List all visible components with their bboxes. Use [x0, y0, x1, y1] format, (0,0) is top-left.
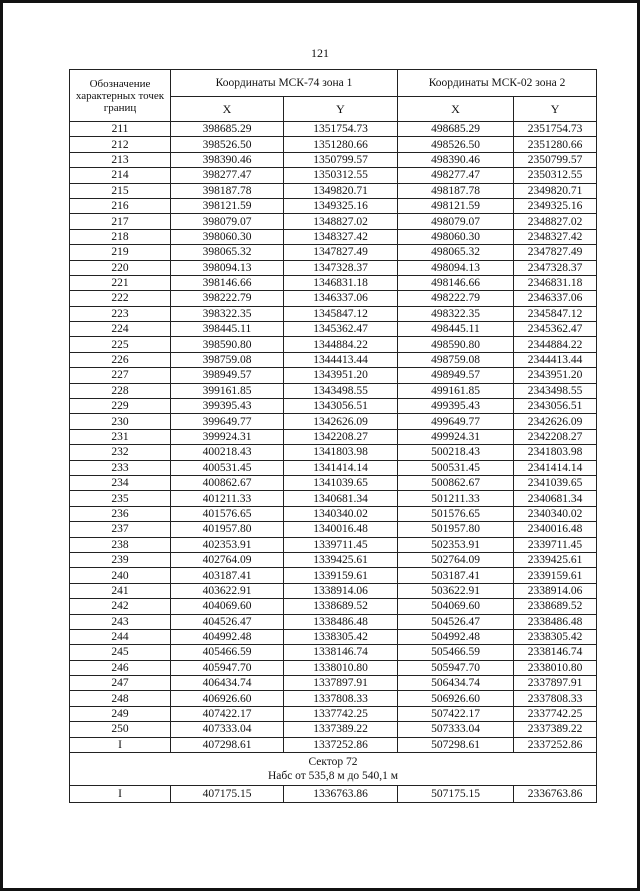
point-id-cell: 242 [70, 599, 171, 614]
msk02-y-cell: 2348327.42 [514, 229, 597, 244]
point-id-cell: 211 [70, 122, 171, 137]
msk74-x-cell: 399924.31 [171, 429, 284, 444]
msk02-y-cell: 2338146.74 [514, 645, 597, 660]
msk74-x-cell: 406434.74 [171, 676, 284, 691]
table-row [70, 568, 597, 583]
table-row [70, 383, 597, 398]
table-row [70, 183, 597, 198]
msk74-x-cell: 398060.30 [171, 229, 284, 244]
msk74-x-cell: 400862.67 [171, 475, 284, 490]
header-msk74-y: Y [284, 97, 398, 122]
msk02-y-cell: 2339159.61 [514, 568, 597, 583]
msk74-x-cell: 405466.59 [171, 645, 284, 660]
msk02-y-cell: 2347328.37 [514, 260, 597, 275]
msk02-y-cell: 2341414.14 [514, 460, 597, 475]
msk02-y-cell: 2351754.73 [514, 122, 597, 137]
msk74-x-cell: 399161.85 [171, 383, 284, 398]
table-row [70, 429, 597, 444]
table-body [70, 122, 597, 753]
table-row [70, 306, 597, 321]
header-msk02-y: Y [514, 97, 597, 122]
msk02-x-cell: 498187.78 [398, 183, 514, 198]
msk02-x-cell: 501576.65 [398, 506, 514, 521]
sector-row [70, 753, 597, 786]
page-number: 121 [311, 46, 329, 60]
point-id-cell: 237 [70, 522, 171, 537]
point-id-cell: 216 [70, 198, 171, 213]
msk02-x-cell: 498949.57 [398, 368, 514, 383]
msk02-y-cell: 2338486.48 [514, 614, 597, 629]
table-row [70, 260, 597, 275]
table-row [70, 706, 597, 721]
point-id-cell: 243 [70, 614, 171, 629]
table-row [70, 275, 597, 290]
msk02-x-cell: 498590.80 [398, 337, 514, 352]
msk74-x-cell: 398065.32 [171, 245, 284, 260]
table-row [70, 399, 597, 414]
point-id-cell: 246 [70, 660, 171, 675]
msk74-x-cell: 398094.13 [171, 260, 284, 275]
point-id-cell: 249 [70, 706, 171, 721]
msk74-y-cell: 1338010.80 [284, 660, 398, 675]
table-row [70, 522, 597, 537]
table-row [70, 152, 597, 167]
point-id-cell: 248 [70, 691, 171, 706]
msk02-y-cell: 2343056.51 [514, 399, 597, 414]
point-id-cell: 218 [70, 229, 171, 244]
msk74-y-cell: 1346831.18 [284, 275, 398, 290]
point-id-cell: I [70, 786, 171, 803]
msk74-y-cell: 1349820.71 [284, 183, 398, 198]
point-id-cell: 213 [70, 152, 171, 167]
msk74-x-cell: 398390.46 [171, 152, 284, 167]
table-row [70, 552, 597, 567]
msk74-y-cell: 1339425.61 [284, 552, 398, 567]
table-row [70, 475, 597, 490]
msk74-x-cell: 402353.91 [171, 537, 284, 552]
msk02-y-cell: 2345847.12 [514, 306, 597, 321]
msk02-x-cell: 504069.60 [398, 599, 514, 614]
msk02-x-cell: 503622.91 [398, 583, 514, 598]
table-row [70, 352, 597, 367]
msk74-x-cell: 401957.80 [171, 522, 284, 537]
msk02-x-cell: 498445.11 [398, 322, 514, 337]
msk02-y-cell: 2340016.48 [514, 522, 597, 537]
point-id-cell: 244 [70, 629, 171, 644]
msk74-y-cell: 1347827.49 [284, 245, 398, 260]
coordinates-table [69, 69, 597, 803]
table-row [70, 537, 597, 552]
msk74-y-cell: 1337808.33 [284, 691, 398, 706]
header-msk02: Координаты МСК-02 зона 2 [398, 70, 597, 97]
msk02-x-cell: 499924.31 [398, 429, 514, 444]
point-id-cell: 231 [70, 429, 171, 444]
msk02-x-cell: 506926.60 [398, 691, 514, 706]
table-row [70, 786, 597, 803]
msk74-y-cell: 1345362.47 [284, 322, 398, 337]
msk74-y-cell: 1346337.06 [284, 291, 398, 306]
scan-border-left [0, 0, 3, 891]
point-id-cell: 226 [70, 352, 171, 367]
msk02-x-cell: 498079.07 [398, 214, 514, 229]
msk02-y-cell: 2350799.57 [514, 152, 597, 167]
table-row [70, 414, 597, 429]
point-id-cell: 217 [70, 214, 171, 229]
msk02-x-cell: 498121.59 [398, 198, 514, 213]
msk74-y-cell: 1337742.25 [284, 706, 398, 721]
msk74-y-cell: 1338486.48 [284, 614, 398, 629]
msk02-x-cell: 499395.43 [398, 399, 514, 414]
msk74-y-cell: 1340016.48 [284, 522, 398, 537]
point-id-cell: 222 [70, 291, 171, 306]
msk02-x-cell: 498390.46 [398, 152, 514, 167]
msk02-x-cell: 504526.47 [398, 614, 514, 629]
point-id-cell: 230 [70, 414, 171, 429]
scan-border-top [0, 0, 640, 3]
msk74-y-cell: 1351754.73 [284, 122, 398, 137]
point-id-cell: 245 [70, 645, 171, 660]
msk74-y-cell: 1342626.09 [284, 414, 398, 429]
table-row [70, 491, 597, 506]
msk74-x-cell: 398146.66 [171, 275, 284, 290]
msk74-x-cell: 398277.47 [171, 168, 284, 183]
msk02-x-cell: 498065.32 [398, 245, 514, 260]
msk02-x-cell: 505466.59 [398, 645, 514, 660]
msk02-x-cell: 506434.74 [398, 676, 514, 691]
msk74-y-cell: 1344413.44 [284, 352, 398, 367]
msk02-y-cell: 2351280.66 [514, 137, 597, 152]
sector-subtitle: Набс от 535,8 м до 540,1 м [267, 770, 399, 783]
msk02-y-cell: 2349325.16 [514, 198, 597, 213]
point-id-cell: 220 [70, 260, 171, 275]
msk74-y-cell: 1348327.42 [284, 229, 398, 244]
msk02-y-cell: 2337897.91 [514, 676, 597, 691]
msk02-x-cell: 507175.15 [398, 786, 514, 803]
msk74-x-cell: 407333.04 [171, 722, 284, 737]
msk74-y-cell: 1337897.91 [284, 676, 398, 691]
msk74-y-cell: 1339159.61 [284, 568, 398, 583]
msk02-y-cell: 2342626.09 [514, 414, 597, 429]
point-id-cell: 214 [70, 168, 171, 183]
msk74-x-cell: 398685.29 [171, 122, 284, 137]
table-row [70, 137, 597, 152]
table-row [70, 445, 597, 460]
msk02-y-cell: 2344413.44 [514, 352, 597, 367]
msk02-y-cell: 2342208.27 [514, 429, 597, 444]
msk74-x-cell: 403187.41 [171, 568, 284, 583]
point-id-cell: 235 [70, 491, 171, 506]
msk74-y-cell: 1341414.14 [284, 460, 398, 475]
msk74-x-cell: 404069.60 [171, 599, 284, 614]
table-row [70, 660, 597, 675]
sector-table-body [70, 786, 597, 803]
point-id-cell: 221 [70, 275, 171, 290]
point-id-cell: 229 [70, 399, 171, 414]
table-row [70, 168, 597, 183]
msk02-x-cell: 499649.77 [398, 414, 514, 429]
msk02-x-cell: 505947.70 [398, 660, 514, 675]
sector-title: Сектор 72 [308, 756, 358, 769]
table-row [70, 368, 597, 383]
msk02-y-cell: 2346831.18 [514, 275, 597, 290]
table-row [70, 122, 597, 137]
msk74-y-cell: 1340340.02 [284, 506, 398, 521]
msk02-y-cell: 2344884.22 [514, 337, 597, 352]
table-row [70, 337, 597, 352]
msk74-y-cell: 1337252.86 [284, 737, 398, 752]
point-id-cell: 247 [70, 676, 171, 691]
msk02-y-cell: 2338689.52 [514, 599, 597, 614]
msk74-x-cell: 398445.11 [171, 322, 284, 337]
point-id-cell: 232 [70, 445, 171, 460]
msk74-y-cell: 1341803.98 [284, 445, 398, 460]
point-id-cell: 212 [70, 137, 171, 152]
table-row [70, 645, 597, 660]
msk74-x-cell: 401211.33 [171, 491, 284, 506]
msk02-x-cell: 498060.30 [398, 229, 514, 244]
msk74-x-cell: 400218.43 [171, 445, 284, 460]
point-id-cell: 236 [70, 506, 171, 521]
msk02-y-cell: 2338010.80 [514, 660, 597, 675]
table-row [70, 583, 597, 598]
point-id-cell: 215 [70, 183, 171, 198]
msk74-x-cell: 402764.09 [171, 552, 284, 567]
table-row [70, 245, 597, 260]
msk02-x-cell: 499161.85 [398, 383, 514, 398]
msk02-y-cell: 2343498.55 [514, 383, 597, 398]
msk02-y-cell: 2339425.61 [514, 552, 597, 567]
msk74-y-cell: 1350799.57 [284, 152, 398, 167]
msk74-y-cell: 1337389.22 [284, 722, 398, 737]
table-row [70, 460, 597, 475]
msk74-y-cell: 1341039.65 [284, 475, 398, 490]
msk74-y-cell: 1343951.20 [284, 368, 398, 383]
point-id-cell: 223 [70, 306, 171, 321]
msk02-y-cell: 2348827.02 [514, 214, 597, 229]
msk02-x-cell: 498759.08 [398, 352, 514, 367]
msk02-x-cell: 502353.91 [398, 537, 514, 552]
msk02-y-cell: 2347827.49 [514, 245, 597, 260]
msk02-y-cell: 2338305.42 [514, 629, 597, 644]
msk02-x-cell: 498222.79 [398, 291, 514, 306]
point-id-cell: 227 [70, 368, 171, 383]
point-id-cell: 228 [70, 383, 171, 398]
header-msk74: Координаты МСК-74 зона 1 [171, 70, 398, 97]
msk02-x-cell: 500531.45 [398, 460, 514, 475]
table-row [70, 599, 597, 614]
msk74-x-cell: 398949.57 [171, 368, 284, 383]
msk74-y-cell: 1343056.51 [284, 399, 398, 414]
header-msk74-x: X [171, 97, 284, 122]
msk02-y-cell: 2341039.65 [514, 475, 597, 490]
msk02-y-cell: 2350312.55 [514, 168, 597, 183]
msk02-y-cell: 2340681.34 [514, 491, 597, 506]
msk74-x-cell: 398526.50 [171, 137, 284, 152]
point-id-cell: 219 [70, 245, 171, 260]
msk74-x-cell: 398187.78 [171, 183, 284, 198]
msk74-x-cell: 399395.43 [171, 399, 284, 414]
header-msk02-x: X [398, 97, 514, 122]
msk74-y-cell: 1336763.86 [284, 786, 398, 803]
msk74-x-cell: 407175.15 [171, 786, 284, 803]
msk02-x-cell: 498685.29 [398, 122, 514, 137]
point-id-cell: I [70, 737, 171, 752]
msk02-y-cell: 2337252.86 [514, 737, 597, 752]
msk02-x-cell: 498322.35 [398, 306, 514, 321]
msk02-x-cell: 498277.47 [398, 168, 514, 183]
table-row [70, 322, 597, 337]
msk74-x-cell: 401576.65 [171, 506, 284, 521]
point-id-cell: 240 [70, 568, 171, 583]
point-id-cell: 239 [70, 552, 171, 567]
msk74-y-cell: 1350312.55 [284, 168, 398, 183]
msk74-y-cell: 1345847.12 [284, 306, 398, 321]
msk02-y-cell: 2337808.33 [514, 691, 597, 706]
msk02-x-cell: 498146.66 [398, 275, 514, 290]
msk74-x-cell: 398121.59 [171, 198, 284, 213]
msk74-x-cell: 398079.07 [171, 214, 284, 229]
msk02-y-cell: 2346337.06 [514, 291, 597, 306]
msk02-x-cell: 498094.13 [398, 260, 514, 275]
table-row [70, 737, 597, 752]
msk02-y-cell: 2338914.06 [514, 583, 597, 598]
msk02-x-cell: 507422.17 [398, 706, 514, 721]
msk74-x-cell: 398322.35 [171, 306, 284, 321]
msk02-y-cell: 2337389.22 [514, 722, 597, 737]
msk74-y-cell: 1343498.55 [284, 383, 398, 398]
msk74-y-cell: 1344884.22 [284, 337, 398, 352]
msk02-y-cell: 2349820.71 [514, 183, 597, 198]
msk74-x-cell: 405947.70 [171, 660, 284, 675]
msk74-y-cell: 1342208.27 [284, 429, 398, 444]
msk74-x-cell: 407298.61 [171, 737, 284, 752]
msk02-x-cell: 501957.80 [398, 522, 514, 537]
msk02-y-cell: 2345362.47 [514, 322, 597, 337]
msk02-y-cell: 2340340.02 [514, 506, 597, 521]
msk02-y-cell: 2337742.25 [514, 706, 597, 721]
msk02-y-cell: 2343951.20 [514, 368, 597, 383]
point-id-cell: 225 [70, 337, 171, 352]
msk02-x-cell: 500862.67 [398, 475, 514, 490]
msk74-x-cell: 398222.79 [171, 291, 284, 306]
msk74-x-cell: 403622.91 [171, 583, 284, 598]
msk74-x-cell: 399649.77 [171, 414, 284, 429]
msk02-x-cell: 502764.09 [398, 552, 514, 567]
msk74-y-cell: 1349325.16 [284, 198, 398, 213]
msk74-x-cell: 404526.47 [171, 614, 284, 629]
msk74-x-cell: 404992.48 [171, 629, 284, 644]
header-point-id: Обозначение характерных точек границ [70, 70, 171, 122]
msk02-x-cell: 503187.41 [398, 568, 514, 583]
msk02-x-cell: 507333.04 [398, 722, 514, 737]
msk74-y-cell: 1347328.37 [284, 260, 398, 275]
point-id-cell: 241 [70, 583, 171, 598]
msk74-x-cell: 398759.08 [171, 352, 284, 367]
msk02-x-cell: 501211.33 [398, 491, 514, 506]
msk02-y-cell: 2336763.86 [514, 786, 597, 803]
point-id-cell: 233 [70, 460, 171, 475]
table-row [70, 722, 597, 737]
table-row [70, 214, 597, 229]
table-row [70, 198, 597, 213]
msk02-y-cell: 2341803.98 [514, 445, 597, 460]
msk74-y-cell: 1338689.52 [284, 599, 398, 614]
msk02-x-cell: 498526.50 [398, 137, 514, 152]
msk74-x-cell: 398590.80 [171, 337, 284, 352]
table-row [70, 629, 597, 644]
table-row [70, 691, 597, 706]
msk02-x-cell: 504992.48 [398, 629, 514, 644]
msk74-y-cell: 1340681.34 [284, 491, 398, 506]
point-id-cell: 224 [70, 322, 171, 337]
msk02-y-cell: 2339711.45 [514, 537, 597, 552]
msk02-x-cell: 500218.43 [398, 445, 514, 460]
msk74-y-cell: 1348827.02 [284, 214, 398, 229]
table-row [70, 291, 597, 306]
table-row [70, 676, 597, 691]
table-row [70, 614, 597, 629]
msk74-x-cell: 400531.45 [171, 460, 284, 475]
msk74-x-cell: 406926.60 [171, 691, 284, 706]
table-row [70, 506, 597, 521]
msk74-y-cell: 1351280.66 [284, 137, 398, 152]
msk74-x-cell: 407422.17 [171, 706, 284, 721]
msk74-y-cell: 1338305.42 [284, 629, 398, 644]
sector-caption [70, 753, 597, 786]
msk02-x-cell: 507298.61 [398, 737, 514, 752]
point-id-cell: 234 [70, 475, 171, 490]
point-id-cell: 250 [70, 722, 171, 737]
msk74-y-cell: 1338146.74 [284, 645, 398, 660]
msk74-y-cell: 1338914.06 [284, 583, 398, 598]
msk74-y-cell: 1339711.45 [284, 537, 398, 552]
table-row [70, 229, 597, 244]
point-id-cell: 238 [70, 537, 171, 552]
